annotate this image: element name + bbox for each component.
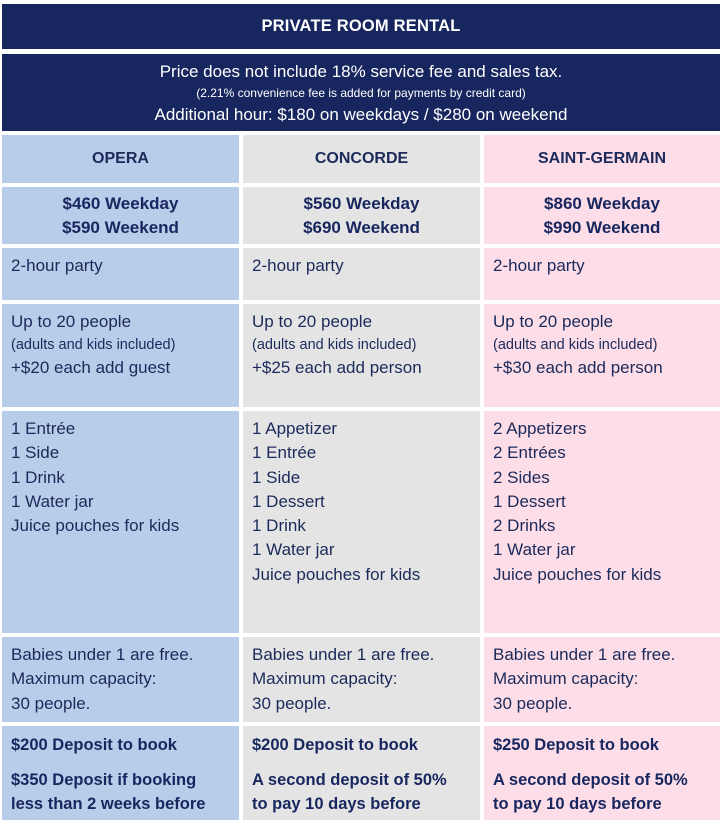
deposit-text: $200 Deposit to book (252, 736, 418, 754)
extra-guest-price: +$30 each add person (493, 358, 663, 378)
max-capacity-value: 30 people. (493, 693, 573, 713)
weekend-price: $690 Weekend (303, 217, 420, 237)
max-capacity-value: 30 people. (11, 693, 91, 713)
room-menu-opera (2, 411, 239, 633)
menu-item: 1 Entrée (252, 443, 317, 463)
capacity-note: (adults and kids included) (493, 337, 658, 354)
deposit-text: $200 Deposit to book (11, 736, 177, 754)
capacity-text: Up to 20 people (11, 312, 132, 331)
max-capacity-label: Maximum capacity: (11, 669, 157, 689)
service-fee-note: Price does not include 18% service fee and sales tax. (159, 62, 563, 81)
room-deposit-saint-germain (484, 726, 720, 820)
weekend-price: $590 Weekend (62, 217, 179, 237)
room-capacity-opera (2, 304, 239, 407)
max-capacity-label: Maximum capacity: (252, 669, 398, 689)
menu-item: 1 Entrée (11, 419, 76, 438)
menu-item: Juice pouches for kids (252, 564, 421, 584)
menu-item: 1 Water jar (11, 491, 94, 511)
room-price-saint-germain (484, 187, 720, 244)
menu-item: 1 Dessert (493, 491, 566, 511)
room-header-concorde (243, 135, 480, 183)
menu-item: 1 Side (11, 443, 60, 463)
babies-free-note: Babies under 1 are free. (252, 645, 435, 664)
weekday-price: $860 Weekday (544, 193, 660, 213)
menu-item: 1 Drink (252, 516, 306, 536)
pricing-notes (2, 54, 720, 131)
room-name: CONCORDE (314, 150, 409, 167)
room-policy-saint-germain (484, 637, 720, 722)
second-deposit-line: A second deposit of 50% (493, 771, 688, 789)
menu-item: 1 Water jar (252, 540, 335, 560)
second-deposit-line: to pay 10 days before (252, 795, 421, 813)
room-price-concorde (243, 187, 480, 244)
room-duration-saint-germain (484, 248, 720, 300)
menu-item: Juice pouches for kids (493, 564, 662, 584)
room-name: SAINT-GERMAIN (538, 150, 666, 167)
party-duration: 2-hour party (252, 256, 344, 275)
babies-free-note: Babies under 1 are free. (493, 645, 676, 664)
babies-free-note: Babies under 1 are free. (11, 645, 194, 664)
max-capacity-value: 30 people. (252, 693, 332, 713)
page-title: PRIVATE ROOM RENTAL (2, 4, 720, 49)
capacity-text: Up to 20 people (493, 312, 614, 331)
second-deposit-line: A second deposit of 50% (252, 771, 447, 789)
room-deposit-opera (2, 726, 239, 820)
weekend-price: $990 Weekend (543, 217, 661, 237)
menu-item: 1 Side (252, 467, 301, 487)
capacity-text: Up to 20 people (252, 312, 373, 331)
room-header-saint-germain (484, 135, 720, 183)
capacity-note: (adults and kids included) (11, 337, 176, 354)
max-capacity-label: Maximum capacity: (493, 669, 639, 689)
room-name: OPERA (92, 150, 149, 167)
menu-item: 2 Entrées (493, 443, 566, 463)
menu-item: 2 Drinks (493, 516, 556, 536)
second-deposit-line: $350 Deposit if booking (11, 771, 197, 789)
menu-item: Juice pouches for kids (11, 516, 180, 536)
menu-item: 1 Dessert (252, 491, 325, 511)
extra-guest-price: +$20 each add guest (11, 358, 171, 378)
menu-item: 1 Drink (11, 467, 65, 487)
extra-guest-price: +$25 each add person (252, 358, 422, 378)
room-deposit-concorde (243, 726, 480, 820)
convenience-fee-note: (2.21% convenience fee is added for payments by credit card) (196, 86, 526, 100)
second-deposit-line: to pay 10 days before (493, 795, 662, 813)
menu-item: 1 Water jar (493, 540, 576, 560)
room-capacity-saint-germain (484, 304, 720, 407)
room-policy-opera (2, 637, 239, 722)
second-deposit-line: less than 2 weeks before (11, 795, 206, 813)
room-capacity-concorde (243, 304, 480, 407)
weekday-price: $460 Weekday (62, 193, 179, 213)
capacity-note: (adults and kids included) (252, 337, 417, 354)
room-duration-concorde (243, 248, 480, 300)
additional-hour-note: Additional hour: $180 on weekdays / $280 on weekend (154, 105, 568, 124)
room-price-opera (2, 187, 239, 244)
room-header-opera (2, 135, 239, 183)
deposit-text: $250 Deposit to book (493, 736, 659, 754)
weekday-price: $560 Weekday (303, 193, 420, 213)
room-menu-concorde (243, 411, 480, 633)
menu-item: 1 Appetizer (252, 419, 338, 438)
party-duration: 2-hour party (11, 256, 103, 275)
menu-item: 2 Sides (493, 467, 550, 487)
party-duration: 2-hour party (493, 256, 585, 275)
room-menu-saint-germain (484, 411, 720, 633)
room-duration-opera (2, 248, 239, 300)
menu-item: 2 Appetizers (493, 419, 587, 438)
room-policy-concorde (243, 637, 480, 722)
